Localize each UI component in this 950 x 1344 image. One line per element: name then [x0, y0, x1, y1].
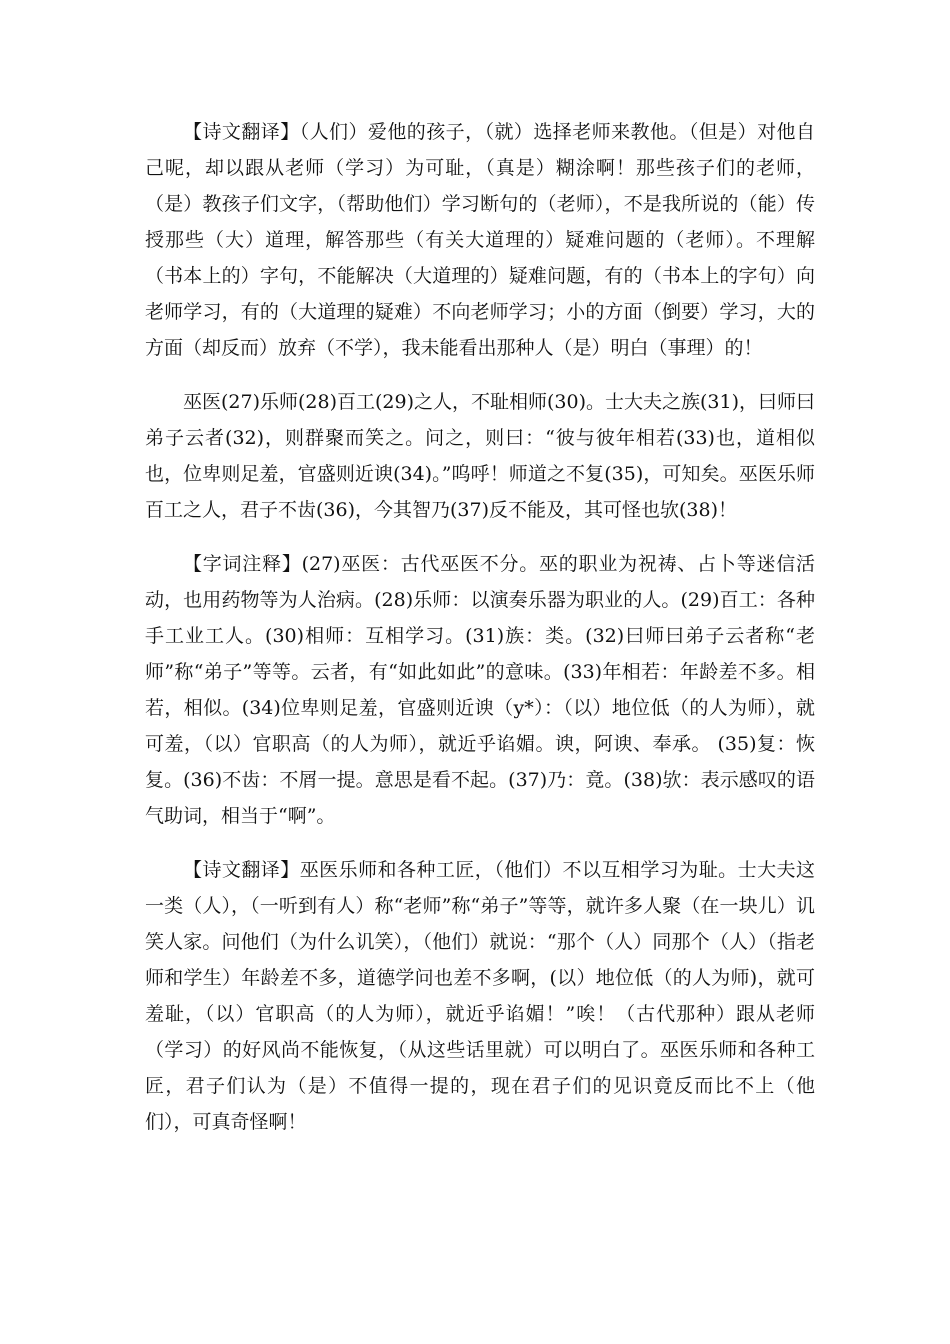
- paragraph-annotations: 【字词注释】(27)巫医：古代巫医不分。巫的职业为祝祷、占卜等迷信活动，也用药物等为人治病。(28)乐师：以演奏乐器为职业的人。(29)百工：各种手工业工人。(30)相师：互相学习。(31)族：类。(32)曰师曰弟子云者称“老师”称“弟子”等等。云者，有“如此如此”的意味。(33)年相若：年龄差不多。相若，相似。(34)位卑则足羞，官盛则近谀（y*）：（以）地位低（的人为师），就可羞，（以）官职高（的人为师），就近乎谄媚。谀，阿谀、奉承。 (35)复：恢复。(36)不齿：不屑一提。意思是看不起。(37)乃：竟。(38)欤：表示感叹的语气助词，相当于“啊”。: [145, 553, 815, 827]
- paragraph-translation-2: 【诗文翻译】巫医乐师和各种工匠，（他们）不以互相学习为耻。士大夫这一类（人），（一听到有人）称“老师”称“弟子”等等，就许多人聚（在一块儿）讥笑人家。问他们（为什么讥笑），（他们）就说：“那个（人）同那个（人）（指老师和学生）年龄差不多，道德学问也差不多啊，(以）地位低（的人为师)，就可羞耻，（以）官职高（的人为师），就近乎谄媚！”唉！（古代那种）跟从老师（学习）的好风尚不能恢复，（从这些话里就）可以明白了。巫医乐师和各种工匠，君子们认为（是）不值得一提的，现在君子们的见识竟反而比不上（他们），可真奇怪啊！: [145, 859, 815, 1133]
- paragraph-original-text: 巫医(27)乐师(28)百工(29)之人，不耻相师(30)。士大夫之族(31)，曰师曰弟子云者(32)，则群聚而笑之。问之，则曰：“彼与彼年相若(33)也，道相似也，位卑则足羞，官盛则近谀(34)。”呜呼！师道之不复(35)，可知矣。巫医乐师百工之人，君子不齿(36)，今其智乃(37)反不能及，其可怪也欤(38)！: [145, 391, 816, 521]
- paragraph-translation-1: 【诗文翻译】（人们）爱他的孩子，（就）选择老师来教他。（但是）对他自己呢，却以跟从老师（学习）为可耻，（真是）糊涂啊！那些孩子们的老师，（是）教孩子们文字，（帮助他们）学习断句的（老师），不是我所说的（能）传授那些（大）道理，解答那些（有关大道理的）疑难问题的（老师）。不理解（书本上的）字句，不能解决（大道理的）疑难问题，有的（书本上的字句）向老师学习，有的（大道理的疑难）不向老师学习；小的方面（倒要）学习，大的方面（却反而）放弃（不学），我未能看出那种人（是）明白（事理）的！: [145, 121, 815, 359]
- document-body: [145, 114, 815, 1140]
